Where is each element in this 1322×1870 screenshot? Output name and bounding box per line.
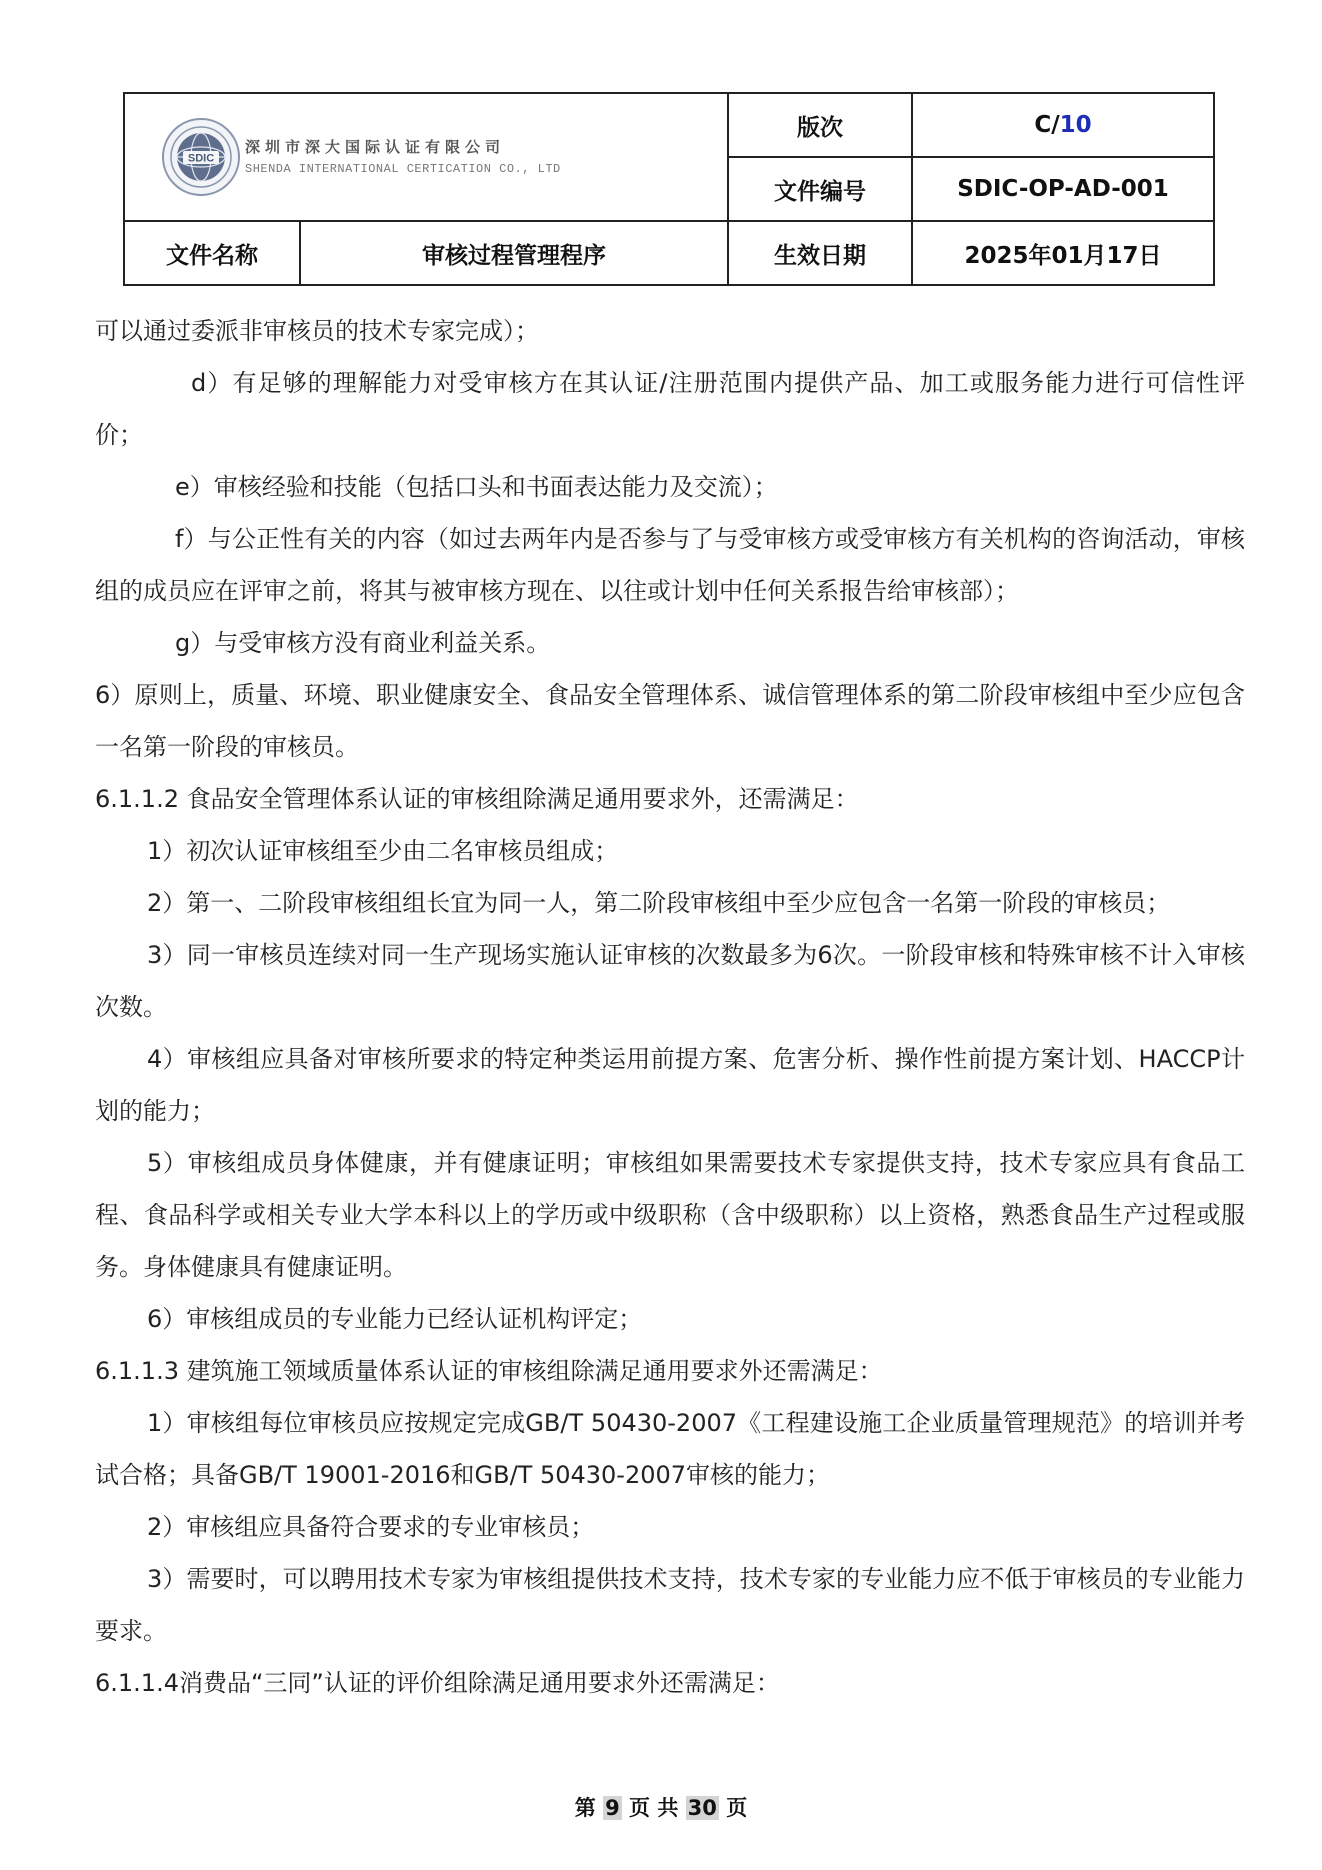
paragraph: 可以通过委派非审核员的技术专家完成）； [95, 317, 539, 345]
effective-date-label: 生效日期 [728, 221, 912, 285]
company-name-cn: 深圳市深大国际认证有限公司 [245, 137, 506, 156]
docname-label: 文件名称 [124, 221, 300, 285]
footer-middle: 页 共 [629, 1796, 679, 1820]
list-item: 3）需要时，可以聘用技术专家为审核组提供技术支持，技术专家的专业能力应不低于审核员的专业能力要求。 [95, 1565, 1245, 1645]
total-page-number: 30 [687, 1796, 717, 1820]
list-item: 3）同一审核员连续对同一生产现场实施认证审核的次数最多为6次。一阶段审核和特殊审核不计入审核次数。 [95, 941, 1245, 1021]
document-body [95, 305, 1245, 1709]
list-item: 6）审核组成员的专业能力已经认证机构评定； [147, 1305, 643, 1333]
list-item: 2）审核组应具备符合要求的专业审核员； [147, 1513, 595, 1541]
company-logo-cell [124, 93, 728, 221]
current-page-number: 9 [605, 1796, 620, 1820]
effective-date-value: 2025年01月17日 [912, 221, 1214, 285]
logo-monogram: SDIC [187, 152, 215, 165]
list-item: 1）审核组每位审核员应按规定完成GB/T 50430-2007《工程建设施工企业质量管理规范》的培训并考试合格；具备GB/T 19001-2016和GB/T 50430-2007审核的能力； [95, 1409, 1245, 1489]
section-heading: 6.1.1.2 食品安全管理体系认证的审核组除满足通用要求外，还需满足： [95, 785, 859, 813]
paragraph: 6）原则上，质量、环境、职业健康安全、食品安全管理体系、诚信管理体系的第二阶段审核组中至少应包含一名第一阶段的审核员。 [95, 681, 1245, 761]
paragraph: g）与受审核方没有商业利益关系。 [175, 629, 551, 657]
paragraph: f）与公正性有关的内容（如过去两年内是否参与了与受审核方或受审核方有关机构的咨询活动，审核组的成员应在评审之前，将其与被审核方现在、以往或计划中任何关系报告给审核部）； [95, 525, 1245, 605]
list-item: 2）第一、二阶段审核组组长宜为同一人，第二阶段审核组中至少应包含一名第一阶段的审核员； [147, 889, 1171, 917]
version-label: 版次 [728, 93, 912, 157]
document-header-table [123, 92, 1215, 286]
paragraph: e）审核经验和技能（包括口头和书面表达能力及交流）； [175, 473, 778, 501]
docname-value: 审核过程管理程序 [300, 221, 728, 285]
docno-value: SDIC-OP-AD-001 [912, 157, 1214, 221]
footer-suffix: 页 [726, 1796, 748, 1820]
version-number: 10 [1059, 112, 1092, 138]
company-seal-logo [161, 117, 241, 197]
section-heading: 6.1.1.4消费品“三同”认证的评价组除满足通用要求外还需满足： [95, 1669, 780, 1697]
paragraph: d）有足够的理解能力对受审核方在其认证/注册范围内提供产品、加工或服务能力进行可信性评价； [95, 369, 1245, 449]
version-prefix: C/ [1034, 112, 1060, 138]
footer-prefix: 第 [574, 1796, 596, 1820]
page-footer [0, 1792, 1322, 1822]
list-item: 1）初次认证审核组至少由二名审核员组成； [147, 837, 619, 865]
docno-label: 文件编号 [728, 157, 912, 221]
version-value [912, 93, 1214, 157]
company-name-en: SHENDA INTERNATIONAL CERTICATION CO., LTD [245, 161, 561, 176]
list-item: 5）审核组成员身体健康，并有健康证明；审核组如果需要技术专家提供支持，技术专家应具有食品工程、食品科学或相关专业大学本科以上的学历或中级职称（含中级职称）以上资格，熟悉食品生产过程或服务。身体健康具有健康证明。 [95, 1149, 1245, 1281]
section-heading: 6.1.1.3 建筑施工领域质量体系认证的审核组除满足通用要求外还需满足： [95, 1357, 883, 1385]
list-item: 4）审核组应具备对审核所要求的特定种类运用前提方案、危害分析、操作性前提方案计划、HACCP计划的能力； [95, 1045, 1245, 1125]
